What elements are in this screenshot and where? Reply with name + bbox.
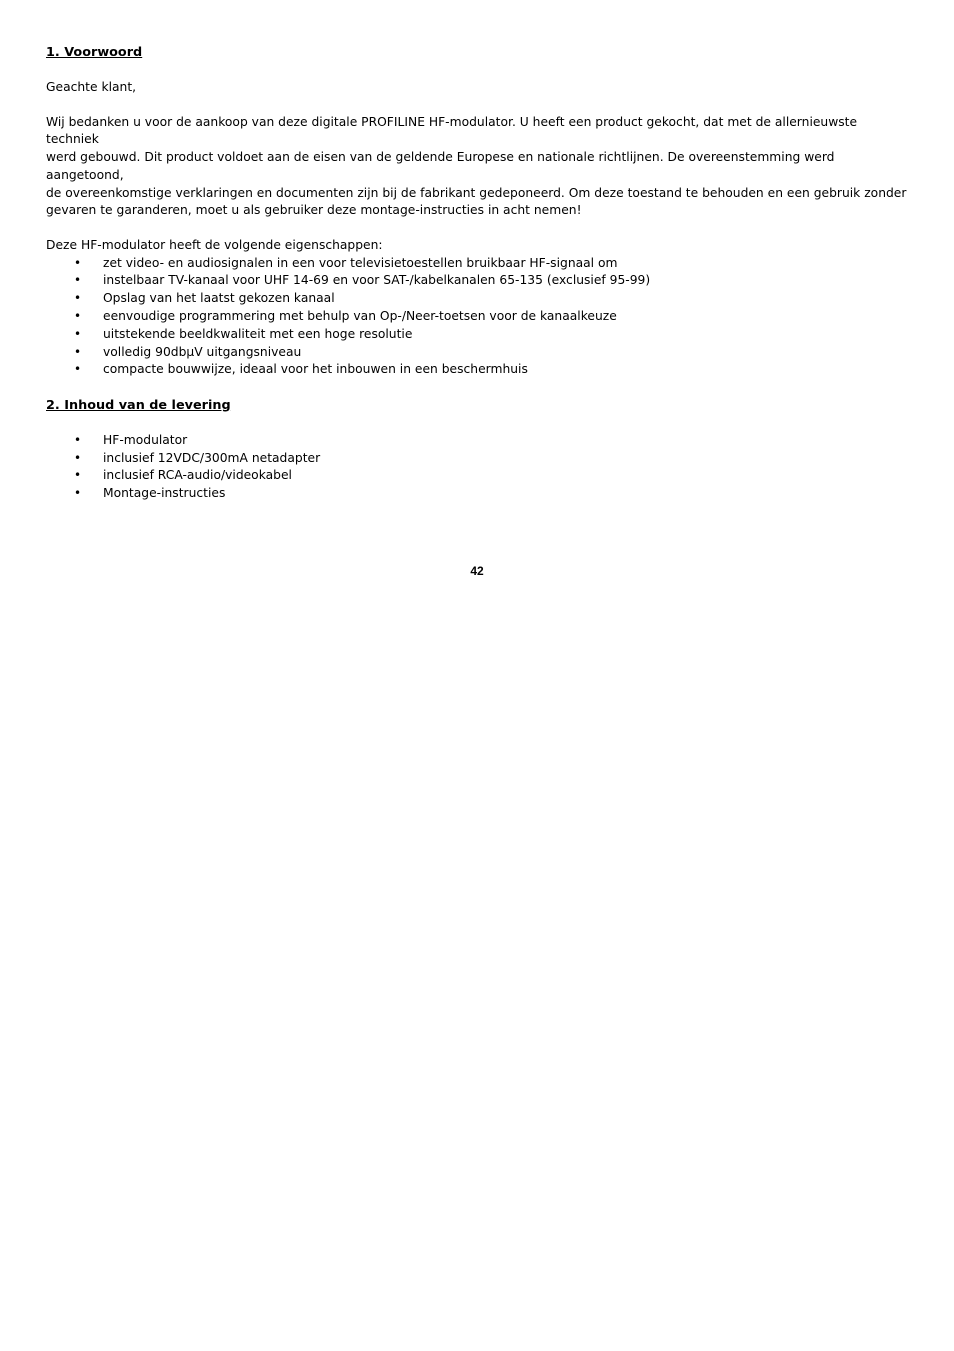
intro-line: Wij bedanken u voor de aankoop van deze digitale PROFILINE HF-modulator. U heeft een product gekocht, dat met de allernieuwste techniek — [46, 114, 858, 147]
intro-line: de overeenkomstige verklaringen en documenten zijn bij de fabrikant gedeponeerd. Om deze toestand te behouden en een gebruik zonder — [46, 185, 907, 200]
list-item — [46, 450, 908, 468]
intro-line: gevaren te garanderen, moet u als gebruiker deze montage-instructies in acht nemen! — [46, 203, 582, 218]
features-list — [46, 255, 908, 380]
list-item-text: uitstekende beeldkwaliteit met een hoge resolutie — [103, 326, 413, 341]
page-number: 42 — [470, 564, 484, 578]
list-item — [46, 467, 908, 485]
list-item — [46, 432, 908, 450]
list-item-text: zet video- en audiosignalen in een voor televisietoestellen bruikbaar HF-signaal om — [103, 255, 618, 270]
list-item-text: inclusief 12VDC/300mA netadapter — [103, 450, 321, 465]
bullet-icon: • — [74, 326, 82, 341]
list-item-text: compacte bouwwijze, ideaal voor het inbouwen in een beschermhuis — [103, 362, 528, 377]
list-item-text: instelbaar TV-kanaal voor UHF 14-69 en voor SAT-/kabelkanalen 65-135 (exclusief 95-99) — [103, 273, 651, 288]
list-item — [46, 361, 908, 379]
list-item — [46, 485, 908, 503]
list-item-text: eenvoudige programmering met behulp van Op-/Neer-toetsen voor de kanaalkeuze — [103, 309, 617, 324]
list-item — [46, 326, 908, 344]
bullet-icon: • — [74, 273, 82, 288]
section-heading-foreword: 1. Voorwoord — [46, 45, 143, 60]
bullet-icon: • — [74, 450, 82, 465]
salutation: Geachte klant, — [46, 80, 137, 94]
document-page — [46, 44, 908, 503]
intro-paragraph — [46, 114, 908, 220]
bullet-icon: • — [74, 362, 82, 377]
list-item — [46, 344, 908, 362]
bullet-icon: • — [74, 344, 82, 359]
list-item — [46, 308, 908, 326]
bullet-icon: • — [74, 432, 82, 447]
list-item-text: HF-modulator — [103, 432, 188, 447]
section-heading-delivery: 2. Inhoud van de levering — [46, 397, 231, 413]
list-item-text: Montage-instructies — [103, 486, 226, 501]
list-item — [46, 290, 908, 308]
list-item — [46, 255, 908, 273]
delivery-list — [46, 432, 908, 503]
list-item — [46, 272, 908, 290]
intro-line: werd gebouwd. Dit product voldoet aan de eisen van de geldende Europese en nationale richtlijnen. De overeenstemming werd aangetoond, — [46, 150, 835, 182]
list-item-text: volledig 90dbµV uitgangsniveau — [103, 344, 302, 359]
bullet-icon: • — [74, 255, 82, 270]
bullet-icon: • — [74, 486, 82, 501]
bullet-icon: • — [74, 468, 82, 483]
bullet-icon: • — [74, 309, 82, 324]
bullet-icon: • — [74, 291, 82, 306]
list-item-text: inclusief RCA-audio/videokabel — [103, 468, 292, 483]
features-intro: Deze HF-modulator heeft de volgende eigenschappen: — [46, 237, 383, 252]
list-item-text: Opslag van het laatst gekozen kanaal — [103, 291, 335, 306]
